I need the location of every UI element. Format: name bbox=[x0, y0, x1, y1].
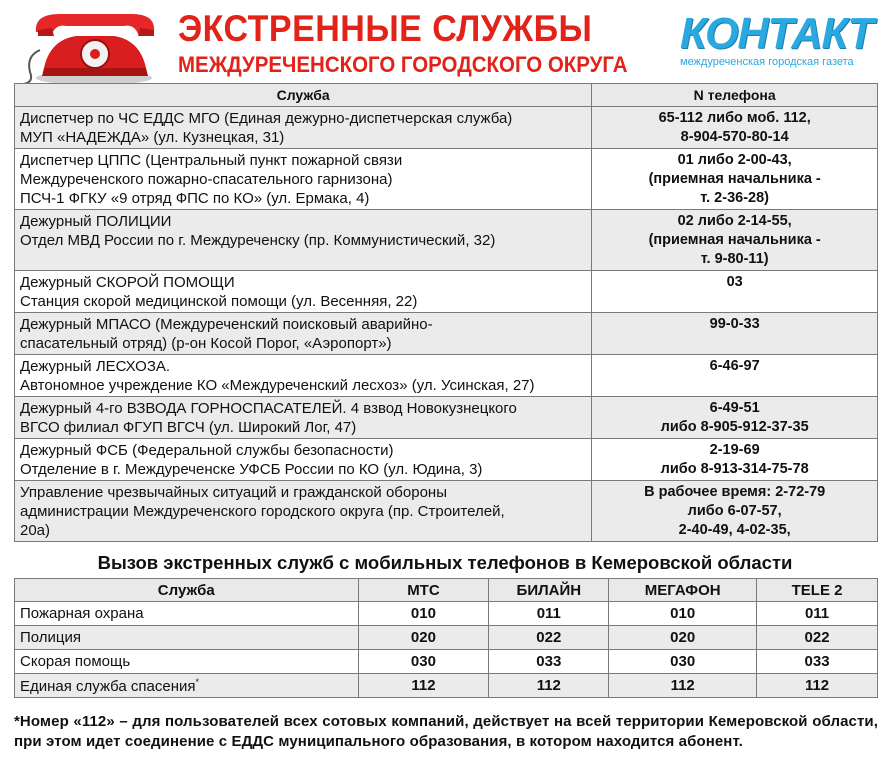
phone-line: 6-49-51 bbox=[709, 400, 760, 416]
mobile-service-label: Скорая помощь bbox=[20, 653, 131, 670]
service-cell bbox=[15, 313, 592, 355]
service-line: Дежурный ЛЕСХОЗА. bbox=[20, 358, 171, 375]
service-line: Дежурный СКОРОЙ ПОМОЩИ bbox=[20, 274, 235, 291]
service-line: МУП «НАДЕЖДА» (ул. Кузнецкая, 31) bbox=[20, 129, 285, 146]
service-line: 20а) bbox=[20, 522, 51, 539]
phone-line: либо 8-905-912-37-35 bbox=[660, 419, 809, 435]
service-line: ПСЧ-1 ФГКУ «9 отряд ФПС по КО» (ул. Ермака, 4) bbox=[20, 190, 370, 207]
table-row bbox=[15, 602, 878, 626]
operator-code-cell: 011 bbox=[489, 602, 609, 626]
phone-line: (приемная начальника - bbox=[648, 171, 821, 187]
column-header-phone: N телефона bbox=[592, 84, 878, 107]
phone-line: либо 8-913-314-75-78 bbox=[660, 461, 809, 477]
phone-line: 65-112 либо моб. 112, bbox=[658, 110, 811, 126]
operator-code-cell: 033 bbox=[757, 650, 878, 674]
services-table-body bbox=[15, 107, 878, 542]
operator-code-cell: 112 bbox=[489, 674, 609, 698]
table-row bbox=[15, 674, 878, 698]
service-line: Дежурный ПОЛИЦИИ bbox=[20, 213, 172, 230]
service-cell bbox=[15, 439, 592, 481]
table-row bbox=[15, 271, 878, 313]
table-row bbox=[15, 313, 878, 355]
service-line: Отдел МВД России по г. Междуреченску (пр. Коммунистический, 32) bbox=[20, 232, 496, 249]
mobile-section-title: Вызов экстренных служб с мобильных телефонов в Кемеровской области bbox=[97, 552, 793, 573]
column-header-service: Служба bbox=[15, 84, 592, 107]
service-line: Диспетчер ЦППС (Центральный пункт пожарной связи bbox=[20, 152, 403, 169]
service-line: Автономное учреждение КО «Междуреченский лесхоз» (ул. Усинская, 27) bbox=[20, 377, 535, 394]
phone-cell bbox=[592, 439, 878, 481]
operator-code-cell: 030 bbox=[358, 650, 489, 674]
service-cell bbox=[15, 210, 592, 271]
service-line: Управление чрезвычайных ситуаций и гражданской обороны bbox=[20, 484, 447, 501]
footnote: *Номер «112» – для пользователей всех сотовых компаний, действует на всей территории Кемеровской области, при этом идет соединение с ЕДДС муниципального образования, в котором находится абонент. bbox=[14, 713, 878, 750]
operator-code-cell: 112 bbox=[609, 674, 757, 698]
page-subtitle: МЕЖДУРЕЧЕНСКОГО ГОРОДСКОГО ОКРУГА bbox=[178, 52, 628, 77]
service-cell bbox=[15, 355, 592, 397]
operator-code-cell: 010 bbox=[609, 602, 757, 626]
phone-cell bbox=[592, 397, 878, 439]
column-header-tele2: TELE 2 bbox=[757, 579, 878, 602]
operator-code-cell: 112 bbox=[358, 674, 489, 698]
mobile-service-label: Полиция bbox=[20, 629, 82, 646]
table-row bbox=[15, 439, 878, 481]
phone-line: 2-40-49, 4-02-35, bbox=[678, 522, 791, 538]
service-line: спасательный отряд) (р-он Косой Порог, «Аэропорт») bbox=[20, 335, 392, 352]
phone-line: 01 либо 2-00-43, bbox=[677, 152, 792, 168]
page-title: ЭКСТРЕННЫЕ СЛУЖБЫ bbox=[178, 8, 593, 49]
service-line: ВГСО филиал ФГУП ВГСЧ (ул. Широкий Лог, 47) bbox=[20, 419, 357, 436]
phone-cell bbox=[592, 210, 878, 271]
operator-code-cell: 010 bbox=[358, 602, 489, 626]
column-header-service: Служба bbox=[15, 579, 359, 602]
column-header-beeline: БИЛАЙН bbox=[489, 579, 609, 602]
table-row bbox=[15, 626, 878, 650]
operator-code-cell: 020 bbox=[358, 626, 489, 650]
table-row bbox=[15, 397, 878, 439]
mobile-table bbox=[14, 578, 878, 698]
phone-line: 2-19-69 bbox=[709, 442, 760, 458]
phone-line: либо 6-07-57, bbox=[687, 503, 782, 519]
table-row bbox=[15, 481, 878, 542]
telephone-icon bbox=[14, 6, 164, 86]
service-line: Дежурный ФСБ (Федеральной службы безопасности) bbox=[20, 442, 394, 459]
table-row bbox=[15, 149, 878, 210]
operator-code-cell: 030 bbox=[609, 650, 757, 674]
phone-line: т. 2-36-28) bbox=[700, 190, 769, 206]
mobile-service-cell bbox=[15, 626, 359, 650]
column-header-mts: МТС bbox=[358, 579, 489, 602]
phone-cell bbox=[592, 271, 878, 313]
service-line: Отделение в г. Междуреченске УФСБ России по КО (ул. Юдина, 3) bbox=[20, 461, 483, 478]
service-line: Диспетчер по ЧС ЕДДС МГО (Единая дежурно-диспетчерская служба) bbox=[20, 110, 513, 127]
service-cell bbox=[15, 149, 592, 210]
service-cell bbox=[15, 397, 592, 439]
operator-code-cell: 033 bbox=[489, 650, 609, 674]
table-row bbox=[15, 650, 878, 674]
phone-line: (приемная начальника - bbox=[648, 232, 821, 248]
operator-code-cell: 011 bbox=[757, 602, 878, 626]
operator-code-cell: 020 bbox=[609, 626, 757, 650]
phone-line: 6-46-97 bbox=[709, 358, 760, 374]
operator-code-cell: 112 bbox=[757, 674, 878, 698]
service-line: Междуреченского пожарно-спасательного гарнизона) bbox=[20, 171, 393, 188]
mobile-table-body bbox=[15, 602, 878, 698]
phone-cell bbox=[592, 149, 878, 210]
table-row bbox=[15, 355, 878, 397]
service-cell bbox=[15, 107, 592, 149]
mobile-service-cell bbox=[15, 674, 359, 698]
table-row bbox=[15, 210, 878, 271]
mobile-service-label: Пожарная охрана bbox=[20, 605, 144, 622]
operator-code-cell: 022 bbox=[489, 626, 609, 650]
service-cell bbox=[15, 271, 592, 313]
table-row bbox=[15, 107, 878, 149]
operator-code-cell: 022 bbox=[757, 626, 878, 650]
phone-line: В рабочее время: 2-72-79 bbox=[644, 484, 826, 500]
phone-line: 8-904-570-80-14 bbox=[680, 129, 789, 145]
service-line: Дежурный 4-го ВЗВОДА ГОРНОСПАСАТЕЛЕЙ. 4 взвод Новокузнецкого bbox=[20, 400, 517, 417]
mobile-service-cell bbox=[15, 602, 359, 626]
footnote-mark: * bbox=[195, 676, 200, 687]
phone-line: 03 bbox=[726, 274, 743, 290]
service-line: администрации Междуреченского городского округа (пр. Строителей, bbox=[20, 503, 505, 520]
service-line: Дежурный МПАСО (Междуреченский поисковый аварийно- bbox=[20, 316, 433, 333]
services-table bbox=[14, 83, 878, 542]
mobile-service-cell bbox=[15, 650, 359, 674]
service-line: Станция скорой медицинской помощи (ул. Весенняя, 22) bbox=[20, 293, 418, 310]
service-cell bbox=[15, 481, 592, 542]
phone-line: 99-0-33 bbox=[709, 316, 760, 332]
phone-line: 02 либо 2-14-55, bbox=[677, 213, 792, 229]
phone-line: т. 9-80-11) bbox=[700, 251, 769, 267]
phone-cell bbox=[592, 481, 878, 542]
logo-subtitle: междуреченская городская газета bbox=[680, 56, 854, 68]
kontakt-logo bbox=[680, 9, 880, 68]
phone-cell bbox=[592, 313, 878, 355]
column-header-megafon: МЕГАФОН bbox=[609, 579, 757, 602]
mobile-service-label: Единая служба спасения bbox=[20, 677, 196, 695]
logo-word: КОНТАКТ bbox=[680, 9, 873, 58]
phone-cell bbox=[592, 355, 878, 397]
phone-cell bbox=[592, 107, 878, 149]
page-header bbox=[0, 0, 890, 82]
